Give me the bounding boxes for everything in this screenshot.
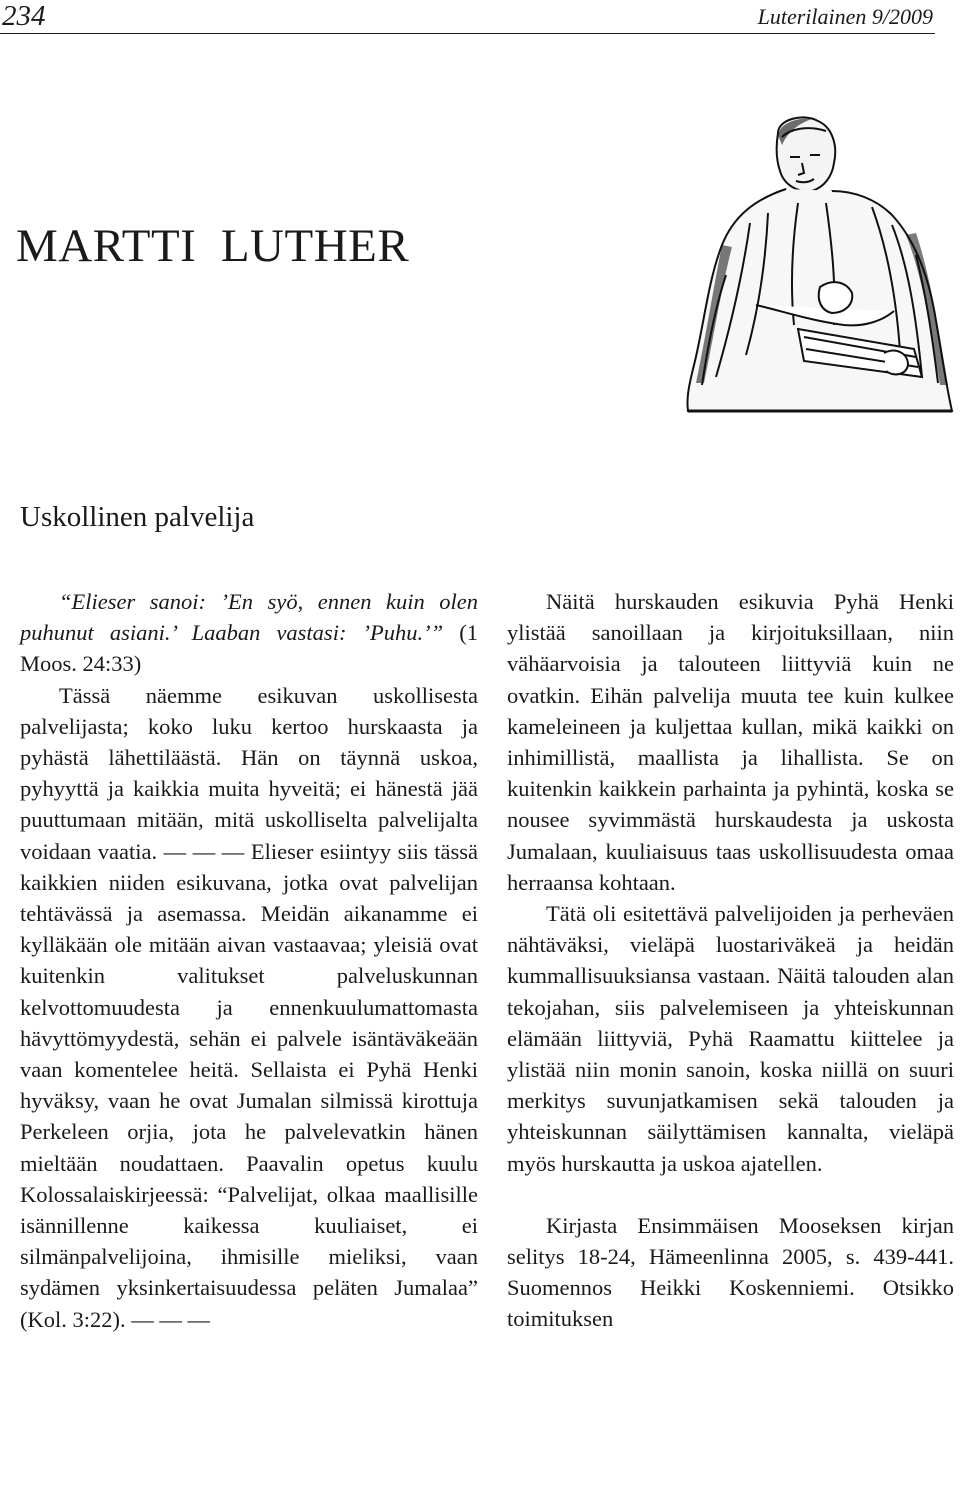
right-column [507, 586, 954, 1335]
body-paragraph: Tässä näemme esikuvan uskollisesta palvelijasta; koko luku kertoo hurskaasta ja pyhästä lähettiläästä. Hän on täynnä uskoa, pyhyyttä ja kaikkia muita hyveitä; ei hänestä jää puuttumaan mitään, mitä uskolliselta palvelijalta voidaan vaatia. — — — Elieser esiintyy siis tässä kaikkien niiden esikuvana, jotka ovat palvelijan tehtävässä ja asemassa. Meidän aikanamme ei kylläkään ole mitään aivan vastaavaa; yleisiä ovat kuitenkin valitukset palveluskunnan kelvottomuudesta ja ennenkuulumattomasta hävyttömyydestä, sehän ei palvele isäntäväkeään vaan komentelee heitä. Sellaista ei Pyhä Henki hyväksy, vaan he ovat Jumalan silmissä kirottuja Perkeleen orjia, jota he palvelevatkin hänen mieltään noudattaen. Paavalin opetus kuulu Kolossalaiskirjeessä: “Palvelijat, olkaa maallisille isännillenne kaikessa kuuliaiset, ei silmänpalvelijoina, ihmisille mieliksi, vaan sydämen yksinkertaisuudessa peläten Jumalaa” (Kol. 3:22). — — — [20, 682, 478, 1332]
page-header [0, 0, 935, 34]
body-paragraph: Tätä oli esitettävä palvelijoiden ja perheväen nähtäväksi, vieläpä luostariväkeä ja heidän kummallisuuksiansa vastaan. Näitä talouden alan tekojahan, siis palvelemiseen ja yhteiskunnan elämään liittyviä, Pyhä Raamattu kiittelee ja ylistää niin monin sanoin, koska niillä on suuri merkitys suvunjatkamisen sekä talouden ja yhteiskunnan säilyttämisen kannalta, vieläpä myös hurskautta ja uskoa ajatellen. [507, 901, 954, 1176]
page-number: 234 [2, 0, 46, 32]
quote-reference: (1 Moos. 24:33) [20, 620, 478, 677]
bible-quote: “Elieser sanoi: ’En syö, ennen kuin olen puhunut asiani.’ Laaban vastasi: ’Puhu.’” [20, 589, 478, 646]
left-column [20, 586, 478, 1335]
journal-issue: Luterilainen 9/2009 [757, 4, 933, 29]
opening-quote [20, 586, 478, 680]
article-title: MARTTI LUTHER [16, 220, 410, 272]
source-note: Kirjasta Ensimmäisen Mooseksen kirjan selitys 18-24, Hämeenlinna 2005, s. 439-441. Suomennos Heikki Koskenniemi. Otsikko toimituksen [507, 1212, 954, 1332]
luther-portrait-image [686, 115, 954, 413]
section-heading: Uskollinen palvelija [20, 501, 255, 533]
body-paragraph: Näitä hurskauden esikuvia Pyhä Henki ylistää sanoillaan ja kirjoituksillaan, niin vähäarvoisia ja talouteen liittyviä kuin ne ovatkin. Eihän palvelija muuta tee kuin kulkee kameleineen ja kuljettaa kullan, mikä kaikki on inhimillistä, maallista ja lihallista. Se on kuitenkin kaikkein parhainta ja pyhintä, koska se nousee syvimmästä hurskaudesta ja uskosta Jumalaan, kuuliaisuus taas uskollisuudesta omaa herraansa kohtaan. [507, 589, 954, 895]
